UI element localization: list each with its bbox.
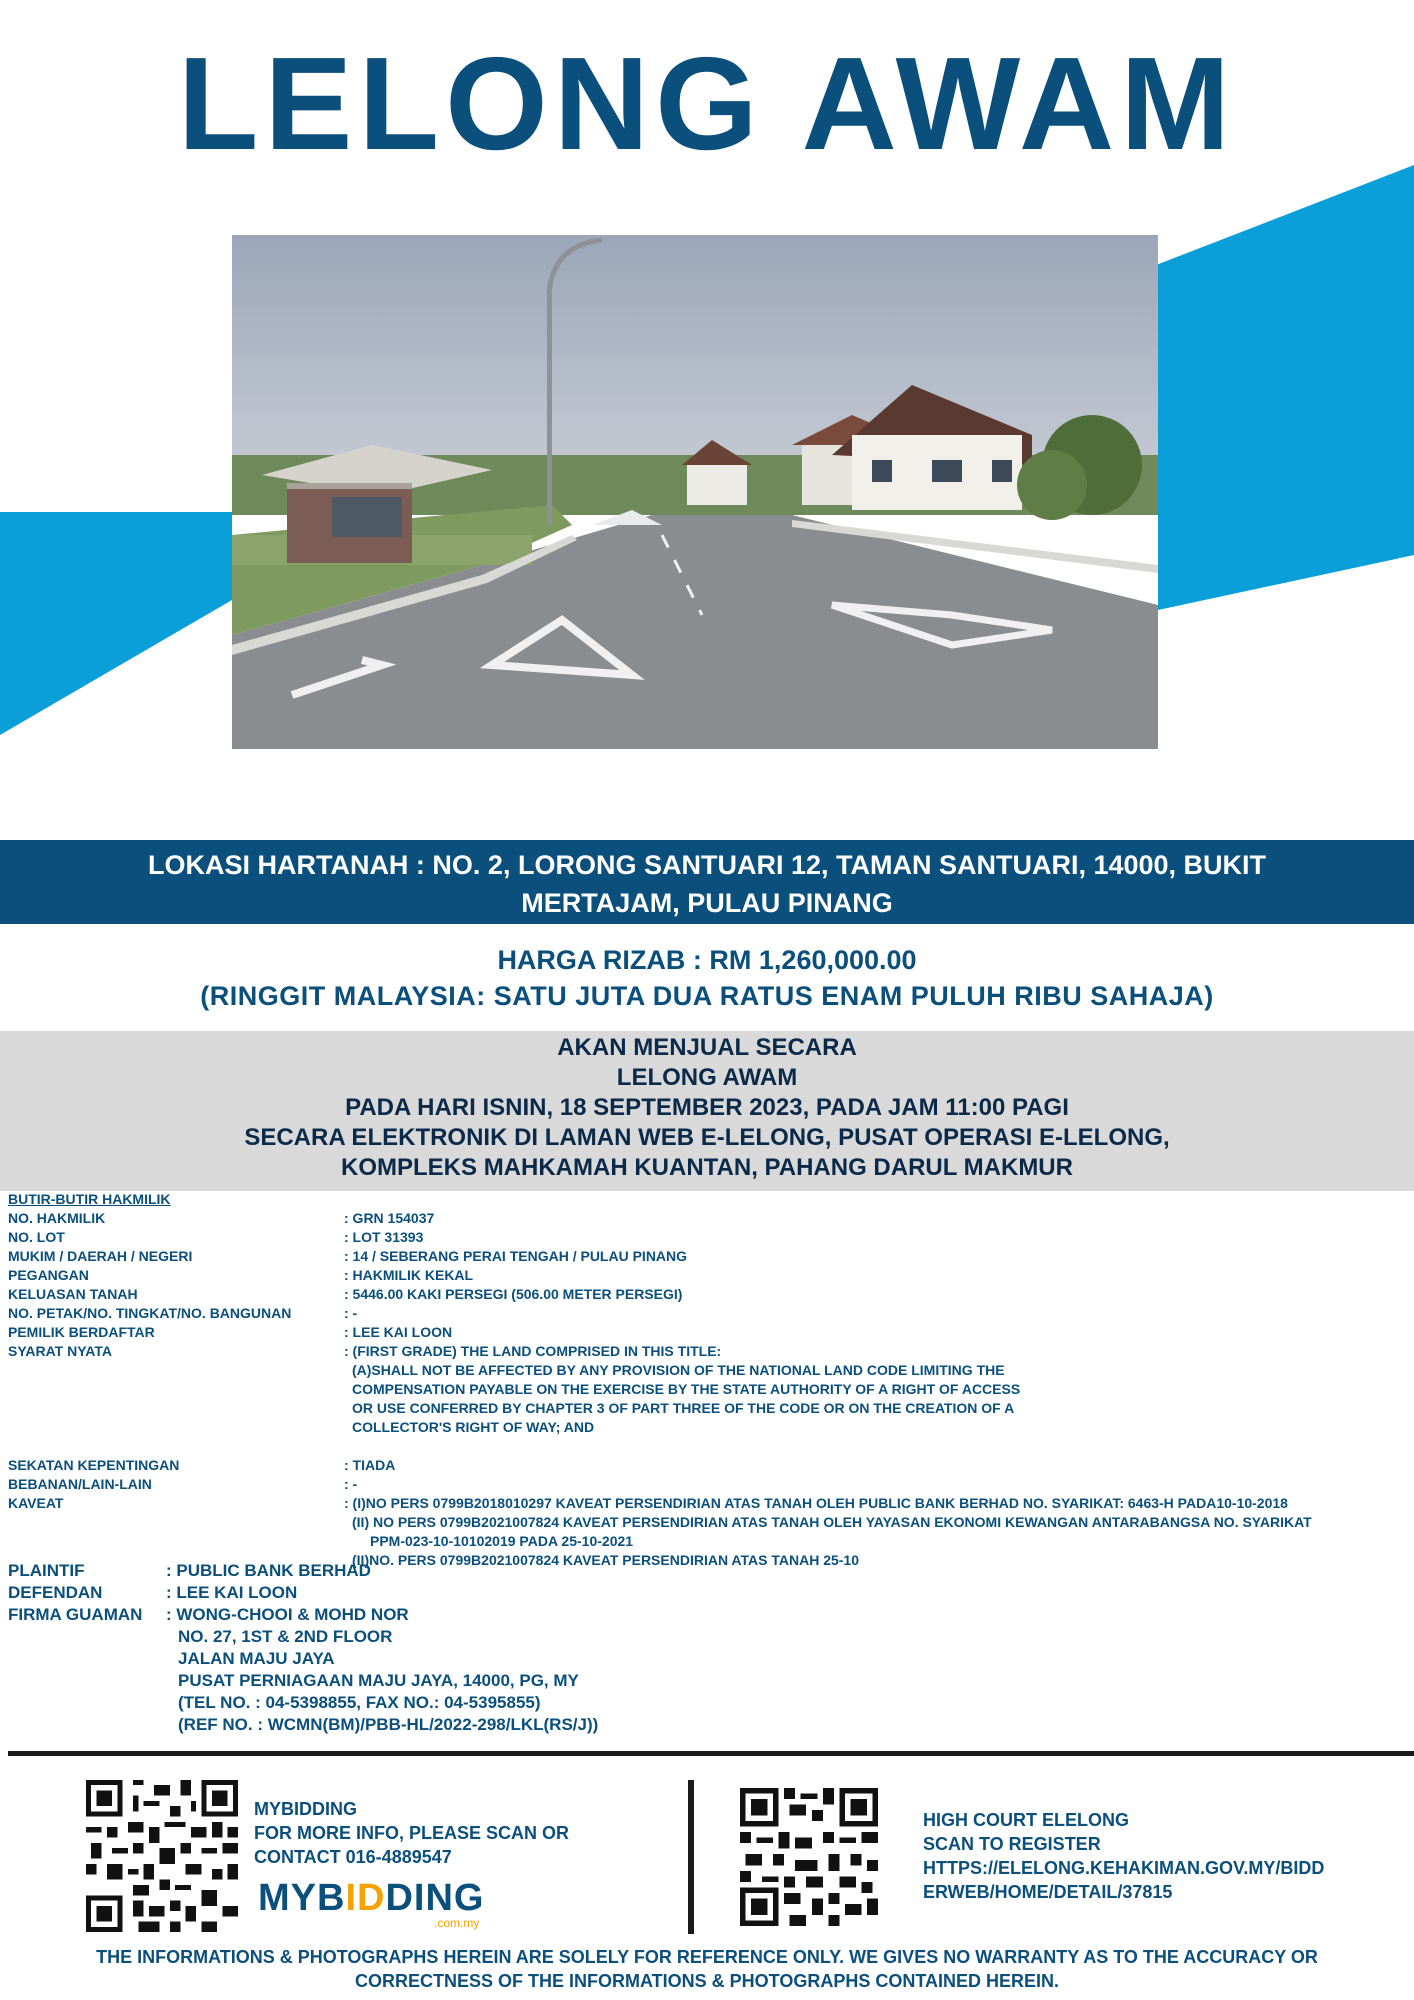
syarat-text: (A)SHALL NOT BE AFFECTED BY ANY PROVISION OF THE NATIONAL LAND CODE LIMITING THE — [352, 1362, 1005, 1378]
auction-venue-2: KOMPLEKS MAHKAMAH KUANTAN, PAHANG DARUL MAKMUR — [341, 1154, 1073, 1181]
mybidding-name: MYBIDDING — [254, 1799, 357, 1819]
detail-row — [8, 1209, 1408, 1228]
detail-value: : LEE KAI LOON — [344, 1324, 453, 1340]
mybidding-qr-code[interactable] — [86, 1780, 238, 1932]
syarat-text: COMPENSATION PAYABLE ON THE EXERCISE BY THE STATE AUTHORITY OF A RIGHT OF ACCESS — [352, 1381, 1021, 1397]
detail-row — [8, 1342, 1408, 1361]
firm-contact-line: (TEL NO. : 04-5398855, FAX NO.: 04-5395855) — [178, 1693, 541, 1712]
disclaimer-text: THE INFORMATIONS & PHOTOGRAPHS HEREIN ARE SOLELY FOR REFERENCE ONLY. WE GIVES NO WARRANTY AS TO THE ACCURACY OR CORRECTNESS OF THE INFORMATIONS & PHOTOGRAPHS CONTAINED HEREIN. — [96, 1947, 1318, 1991]
syarat-line — [8, 1399, 1408, 1418]
logo-domain: .com.my — [434, 1916, 480, 1930]
high-court-url-1[interactable]: HTTPS://ELELONG.KEHAKIMAN.GOV.MY/BIDD — [923, 1858, 1325, 1878]
auction-line-2: LELONG AWAM — [616, 1064, 798, 1091]
party-key: DEFENDAN — [8, 1583, 103, 1602]
detail-row — [8, 1285, 1408, 1304]
syarat-text: OR USE CONFERRED BY CHAPTER 3 OF PART THREE OF THE CODE OR ON THE CREATION OF A — [352, 1400, 1015, 1416]
high-court-info — [923, 1808, 1393, 1904]
firm-ref-line: (REF NO. : WCMN(BM)/PBB-HL/2022-298/LKL(RS/J)) — [178, 1715, 599, 1734]
firm-address-line: JALAN MAJU JAYA — [178, 1649, 335, 1668]
party-key: PLAINTIF — [8, 1561, 85, 1580]
detail-key: MUKIM / DAERAH / NEGERI — [8, 1248, 193, 1264]
party-value: : PUBLIC BANK BERHAD — [166, 1561, 371, 1580]
detail-key: NO. LOT — [8, 1229, 65, 1245]
detail-key: SEKATAN KEPENTINGAN — [8, 1457, 180, 1473]
auction-date: PADA HARI ISNIN, 18 SEPTEMBER 2023, PADA JAM 11:00 PAGI — [345, 1094, 1069, 1121]
right-lower-blue — [1158, 505, 1414, 610]
auction-details-banner — [0, 1031, 1414, 1191]
detail-key: PEGANGAN — [8, 1267, 89, 1283]
detail-key: NO. HAKMILIK — [8, 1210, 106, 1226]
detail-key: BEBANAN/LAIN-LAIN — [8, 1476, 152, 1492]
mybidding-logo — [258, 1877, 485, 1930]
title-details — [8, 1190, 1408, 1570]
detail-row — [8, 1304, 1408, 1323]
detail-value: : 14 / SEBERANG PERAI TENGAH / PULAU PINANG — [344, 1248, 688, 1264]
detail-value: : TIADA — [344, 1457, 396, 1473]
detail-row — [8, 1266, 1408, 1285]
auction-line-1: AKAN MENJUAL SECARA — [557, 1034, 857, 1061]
detail-row — [8, 1456, 1408, 1475]
high-court-title: HIGH COURT ELELONG — [923, 1810, 1129, 1830]
party-value: : LEE KAI LOON — [166, 1583, 298, 1602]
kaveat-line — [8, 1532, 1408, 1551]
detail-value: : (FIRST GRADE) THE LAND COMPRISED IN THIS TITLE: — [344, 1343, 722, 1359]
high-court-url-2[interactable]: ERWEB/HOME/DETAIL/37815 — [923, 1882, 1173, 1902]
party-key: FIRMA GUAMAN — [8, 1605, 143, 1624]
detail-key: KAVEAT — [8, 1495, 64, 1511]
detail-row — [8, 1475, 1408, 1494]
footer-vertical-divider — [688, 1780, 694, 1934]
property-photo-illustration — [232, 235, 1158, 749]
reserve-price-words: (RINGGIT MALAYSIA: SATU JUTA DUA RATUS ENAM PULUH RIBU SAHAJA) — [200, 981, 1214, 1011]
detail-row — [8, 1247, 1408, 1266]
detail-value: : 5446.00 KAKI PERSEGI (506.00 METER PERSEGI) — [344, 1286, 683, 1302]
syarat-line — [8, 1380, 1408, 1399]
elelong-qr-code[interactable] — [740, 1788, 878, 1926]
kaveat-line — [8, 1513, 1408, 1532]
party-row — [8, 1604, 908, 1626]
mybidding-info-line: FOR MORE INFO, PLEASE SCAN OR — [254, 1823, 570, 1843]
parties-section — [8, 1560, 908, 1736]
detail-key: PEMILIK BERDAFTAR — [8, 1324, 155, 1340]
detail-value: : - — [344, 1476, 358, 1492]
party-row — [8, 1582, 908, 1604]
detail-key: SYARAT NYATA — [8, 1343, 112, 1359]
reserve-price — [0, 942, 1414, 1014]
location-banner: LOKASI HARTANAH : NO. 2, LORONG SANTUARI 12, TAMAN SANTUARI, 14000, BUKIT MERTAJAM, PULAU PINANG — [0, 840, 1414, 924]
kaveat-text: (II)NO. PERS 0799B2021007824 KAVEAT PERSENDIRIAN ATAS TANAH 25-10 — [352, 1552, 860, 1568]
detail-row — [8, 1323, 1408, 1342]
detail-row — [8, 1494, 1408, 1513]
detail-value: : GRN 154037 — [344, 1210, 435, 1226]
logo-part: DING — [385, 1877, 485, 1919]
footer-divider — [8, 1751, 1414, 1756]
mybidding-contact: CONTACT 016-4889547 — [254, 1847, 452, 1867]
kaveat-text: PPM-023-10-10102019 PADA 25-10-2021 — [370, 1533, 634, 1549]
syarat-line — [8, 1361, 1408, 1380]
property-photo — [232, 235, 1158, 749]
detail-key: KELUASAN TANAH — [8, 1286, 138, 1302]
left-blue-shape — [0, 512, 232, 735]
high-court-register: SCAN TO REGISTER — [923, 1834, 1101, 1854]
title-details-heading: BUTIR-BUTIR HAKMILIK — [8, 1191, 171, 1207]
auction-venue-1: SECARA ELEKTRONIK DI LAMAN WEB E-LELONG, PUSAT OPERASI E-LELONG, — [244, 1124, 1170, 1151]
logo-part: MYB — [258, 1877, 346, 1919]
party-value: : WONG-CHOOI & MOHD NOR — [166, 1605, 409, 1624]
detail-value: : HAKMILIK KEKAL — [344, 1267, 474, 1283]
reserve-price-amount: HARGA RIZAB : RM 1,260,000.00 — [497, 945, 917, 975]
syarat-text: COLLECTOR'S RIGHT OF WAY; AND — [352, 1419, 595, 1435]
firm-address-line: PUSAT PERNIAGAAN MAJU JAYA, 14000, PG, MY — [178, 1671, 579, 1690]
party-row — [8, 1560, 908, 1582]
firm-address-line: NO. 27, 1ST & 2ND FLOOR — [178, 1627, 393, 1646]
detail-value: : - — [344, 1305, 358, 1321]
kaveat-text: (II) NO PERS 0799B2021007824 KAVEAT PERSENDIRIAN ATAS TANAH OLEH YAYASAN EKONOMI KEWANGAN ANTARABANGSA NO. SYARIKAT — [352, 1514, 1312, 1530]
detail-key: NO. PETAK/NO. TINGKAT/NO. BANGUNAN — [8, 1305, 292, 1321]
syarat-line — [8, 1418, 1408, 1437]
detail-value: : (I)NO PERS 0799B2018010297 KAVEAT PERSENDIRIAN ATAS TANAH OLEH PUBLIC BANK BERHAD NO. SYARIKAT: 6463-H PADA10-10-2018 — [344, 1495, 1288, 1511]
detail-row — [8, 1228, 1408, 1247]
detail-value: : LOT 31393 — [344, 1229, 424, 1245]
page-title: LELONG AWAM — [177, 30, 1237, 177]
logo-part-gold: ID — [345, 1877, 386, 1919]
mybidding-info — [254, 1797, 569, 1869]
